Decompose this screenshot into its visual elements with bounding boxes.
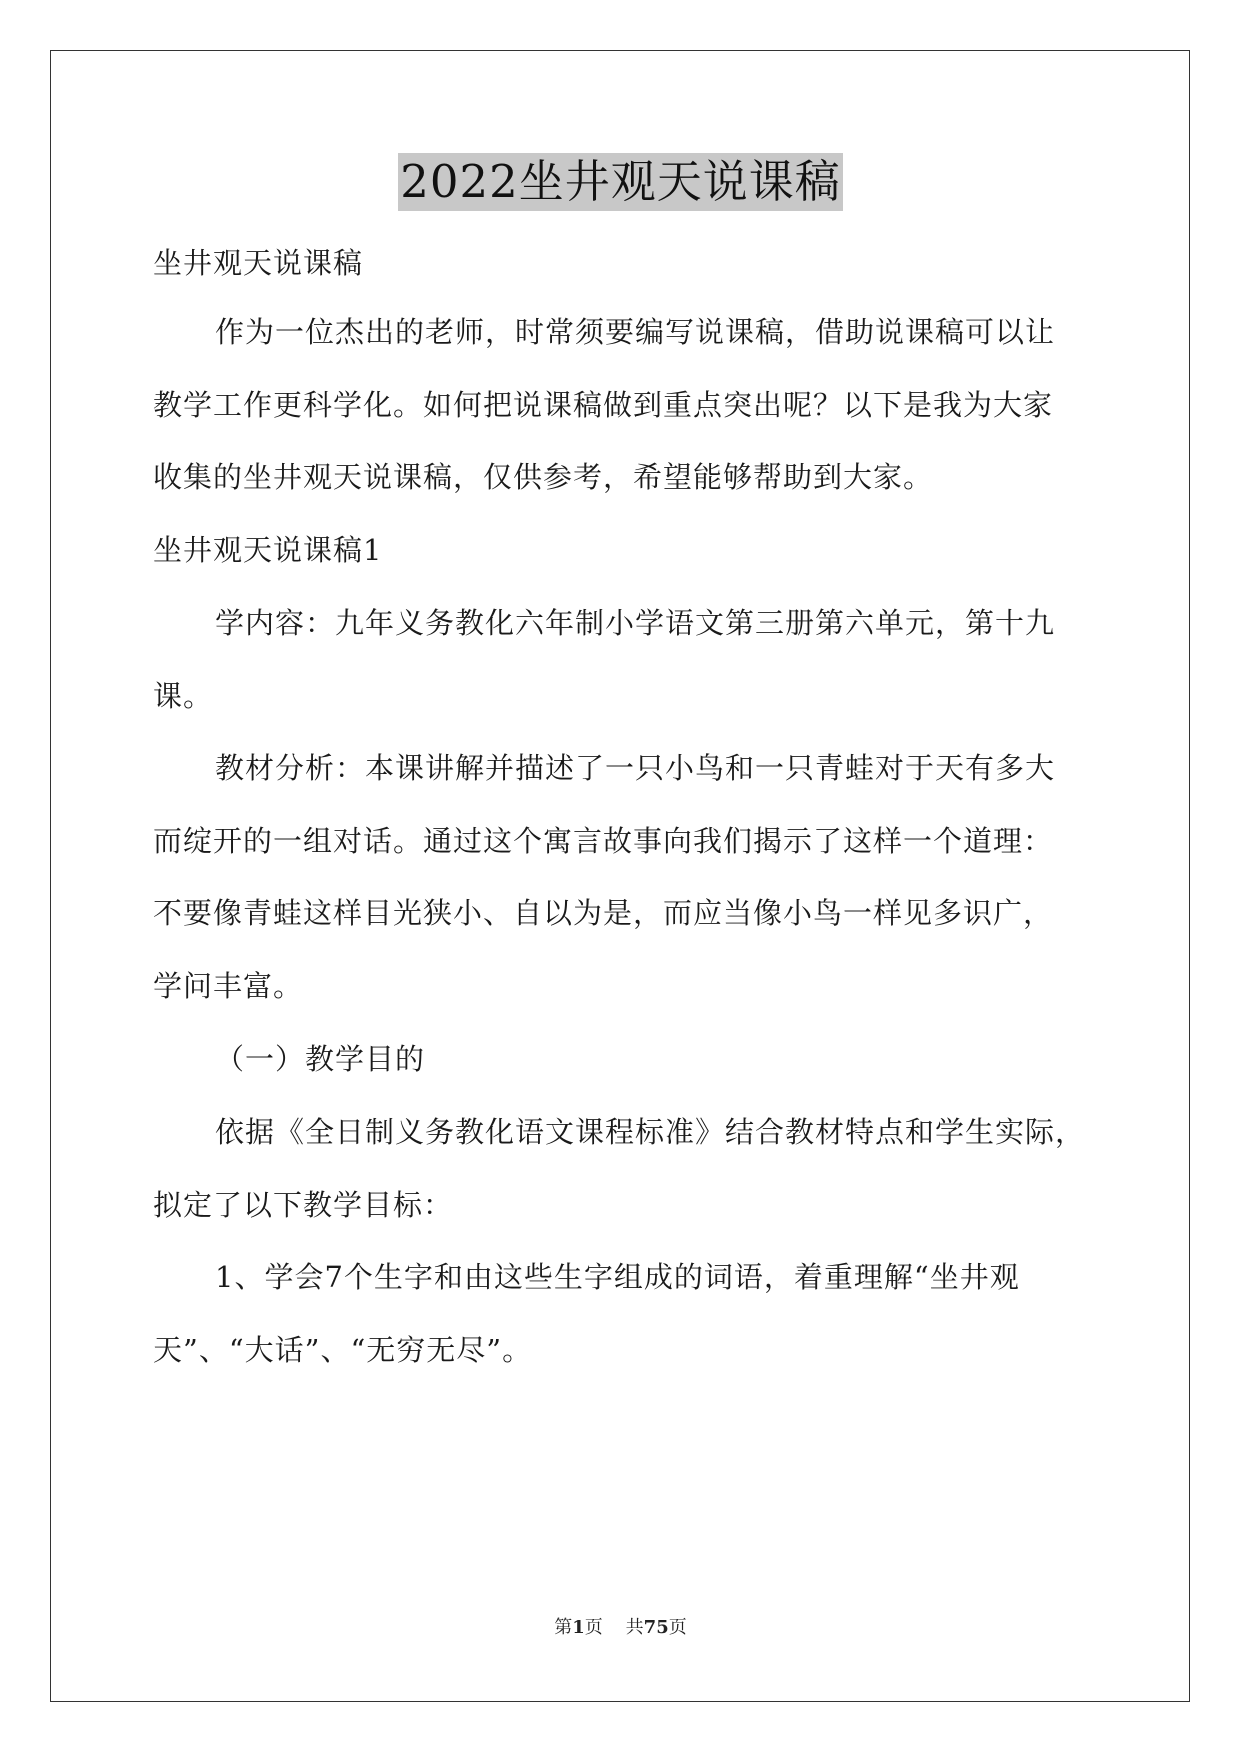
section-heading: 坐井观天说课稿1	[153, 533, 383, 567]
paragraph-line: 课。	[153, 679, 214, 713]
page-suffix: 页	[584, 1617, 603, 1638]
page-footer	[0, 1616, 1241, 1640]
paragraph-line: 教材分析：本课讲解并描述了一只小鸟和一只青蛙对于天有多大	[215, 751, 1056, 785]
paragraph-line: 收集的坐井观天说课稿，仅供参考，希望能够帮助到大家。	[153, 460, 934, 494]
total-pages: 75	[643, 1617, 669, 1638]
paragraph-line: 拟定了以下教学目标：	[153, 1188, 454, 1222]
page-prefix: 第	[554, 1617, 573, 1638]
list-item-line: 1、学会7个生字和由这些生字组成的词语，着重理解“坐井观	[215, 1260, 1020, 1294]
page-number: 1	[572, 1617, 585, 1638]
paragraph-line: 而绽开的一组对话。通过这个寓言故事向我们揭示了这样一个道理：	[153, 824, 1054, 858]
paragraph-line: 教学工作更科学化。如何把说课稿做到重点突出呢？以下是我为大家	[153, 388, 1054, 422]
total-suffix: 页	[668, 1617, 687, 1638]
title-area	[0, 153, 1241, 211]
paragraph-line: 依据《全日制义务教化语文课程标准》结合教材特点和学生实际，	[215, 1115, 1086, 1149]
paragraph-line: 不要像青蛙这样目光狭小、自以为是，而应当像小鸟一样见多识广，	[153, 896, 1054, 930]
paragraph-line: 学内容：九年义务教化六年制小学语文第三册第六单元，第十九	[215, 606, 1056, 640]
subtitle-line: 坐井观天说课稿	[153, 246, 364, 280]
document-title: 2022坐井观天说课稿	[398, 153, 843, 211]
paragraph-line: 作为一位杰出的老师，时常须要编写说课稿，借助说课稿可以让	[215, 315, 1056, 349]
page-border	[50, 50, 1190, 1702]
total-prefix: 共	[625, 1617, 644, 1638]
paragraph-line: 学问丰富。	[153, 969, 304, 1003]
list-item-line: 天”、“大话”、“无穷无尽”。	[153, 1333, 533, 1367]
subsection-heading: （一）教学目的	[215, 1042, 426, 1076]
